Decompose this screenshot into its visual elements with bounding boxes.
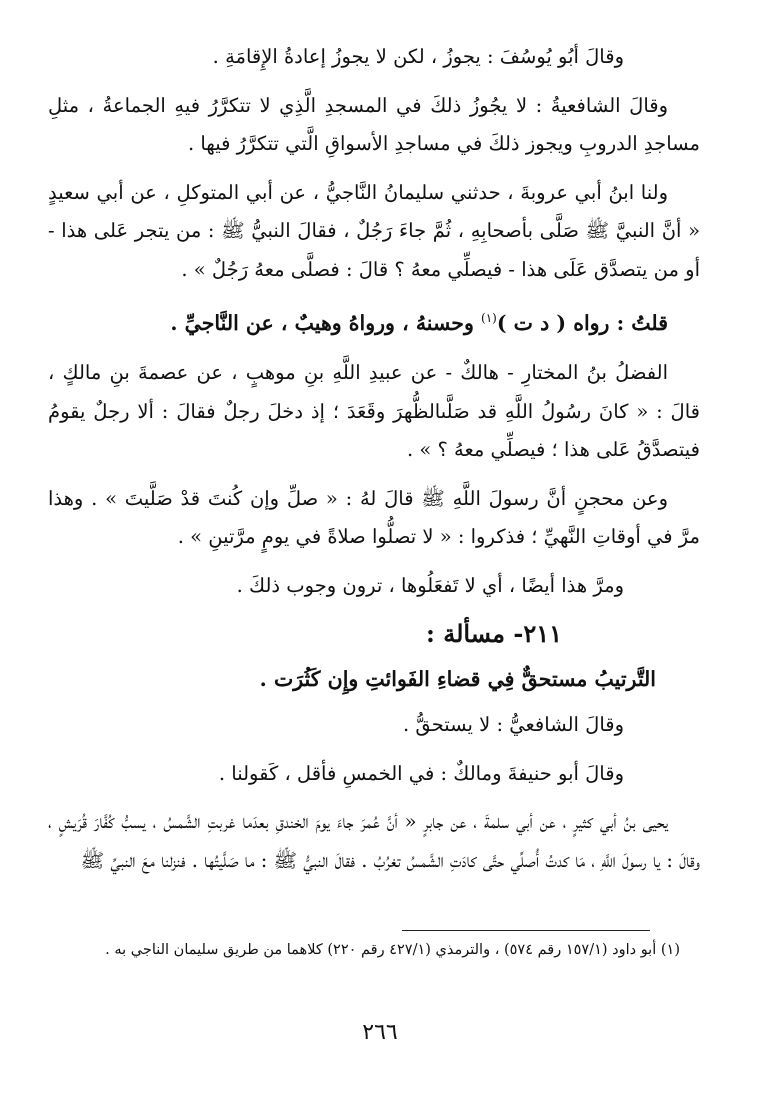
masala-statement: التَّرتيبُ مستحقٌّ فِي قضاءِ الفَوائتِ وإِن كَثُرَت . — [259, 666, 656, 691]
qultu-takhrij — [48, 299, 700, 342]
masala-title: ٢١١- مسألة : — [426, 619, 562, 649]
paragraph-mihjan: وعن محجنٍ أنَّ رسولَ اللَّهِ ﷺ قالَ لهُ : « صلِّ وإن كُنتَ قدْ صَلَّيتَ » . وهذا مرَّ في أوقاتِ النَّهيِّ ؛ فذكروا : « لا تصلُّوا صلاةً في يومٍ مرَّتينِ » . — [48, 486, 700, 549]
paragraph-abu-hanifa: وقالَ أبو حنيفةَ ومالكٌ : في الخمسِ فأقل ، كَقولنا . — [218, 761, 624, 785]
footnote-marker: (١) — [481, 311, 497, 325]
footnote: (١) أبو داود (١٥٧/١ رقم ٥٧٤) ، والترمذي (٤٢٧/١ رقم ٢٢٠) كلاهما من طريق سليمان الناجي به . — [105, 942, 680, 958]
paragraph-abu-yusuf: وقالَ أبُو يُوسُفَ : يجوزُ ، لكن لا يجوزُ إعادةُ الإِقامَةِ . — [212, 45, 624, 68]
paragraph-shafii-tartib: وقالَ الشافعيُّ : لا يستحقُّ . — [403, 713, 624, 737]
qultu-text: قلتُ : رواه ( د ت ) — [496, 310, 668, 335]
paragraph-marra: ومرَّ هذا أيضًا ، أي لا تَفعَلُوها ، ترون وجوب ذلكَ . — [236, 573, 624, 597]
footnote-separator — [402, 930, 650, 931]
page-number: ٢٦٦ — [362, 1020, 398, 1045]
paragraph-fadl: الفضلُ بنُ المختارِ - هالكٌ - عن عبيدِ اللَّهِ بنِ موهبٍ ، عن عصمةَ بنِ مالكٍ ، قالَ : « كانَ رسُولُ اللَّهِ قد صَلَّىالظُّهرَ وقَعَدَ ؛ إذ دخلَ رجلٌ فقالَ : ألا رجلٌ يقومُ فيتصدَّقُ عَلى هذا ؛ فيصلِّي معهُ ؟ » . — [48, 361, 700, 462]
main-text — [48, 38, 700, 890]
paragraph-yahya-jabir: يحيى بنُ أبي كثيرٍ ، عن أبي سلمةَ ، عن جابرٍ « أنَّ عُمرَ جاءَ يومَ الخندقِ بعدَما غربتِ الشَّمسُ ، يسبُّ كُفَّارَ قُرَيشٍ ، وقالَ : يا رسولَ اللَّهِ ، مَا كدتُ أُصلِّي حتَّى كادَتِ الشَّمسُ تغرُبُ . فقالَ النبيُّ ﷺ : ما صَلَّيتُها . فنزلنا معَ النبيِّ ﷺ — [48, 810, 700, 872]
paragraph-hadith-abu-said: ولنا ابنُ أبي عروبةَ ، حدثني سليمانُ النَّاجيُّ ، عن أبي المتوكلِ ، عن أبي سعيدٍ « أنَّ النبيَّ ﷺ صَلَّى بأصحابِهِ ، ثُمَّ جاءَ رَجُلٌ ، فقالَ النبيُّ ﷺ : من يتجر عَلى هذا - أو من يتصدَّق عَلَى هذا - فيصلِّي معهُ ؟ قالَ : فصلَّى معهُ رَجُلٌ » . — [48, 180, 700, 281]
qultu-rest: وحسنهُ ، ورواهُ وهيبٌ ، عن النَّاجيِّ . — [170, 310, 481, 335]
paragraph-shafii-masjid: وقالَ الشافعيةُ : لا يجُوزُ ذلكَ في المسجدِ الَّذِي لا تتكرَّرُ فيهِ الجماعةُ ، مثلِ مساجدِ الدروبِ ويجوز ذلكَ في مساجدِ الأسواقِ الَّتي تتكرَّرُ فيها . — [48, 93, 700, 155]
